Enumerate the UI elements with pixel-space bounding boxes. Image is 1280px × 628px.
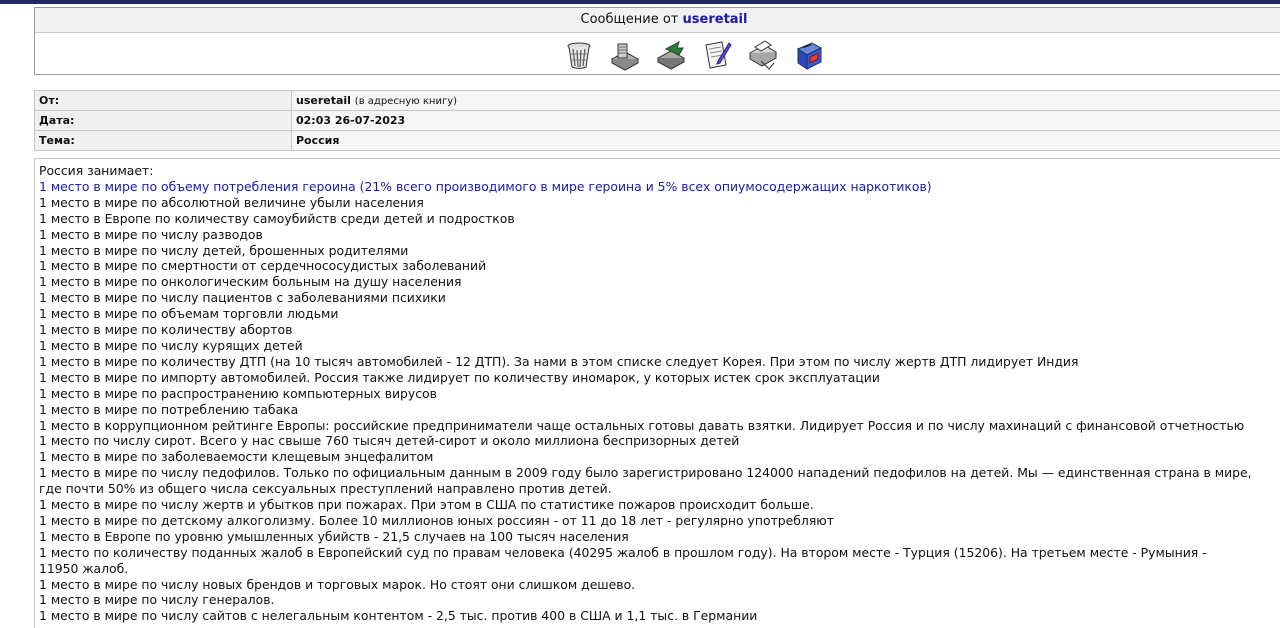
- delete-button[interactable]: [563, 38, 595, 72]
- save-button[interactable]: [793, 38, 825, 72]
- message-line: 1 место в мире по числу педофилов. Только по официальным данным в 2009 году было зарегистрировано 124000 нападений педофилов на детей. Мы — единственная страна в мире,: [39, 465, 1280, 481]
- title-prefix: Сообщение от: [581, 12, 679, 27]
- message-line: 1 место в мире по числу жертв и убытков при пожарах. При этом в США по статистике пожаров происходит больше.: [39, 497, 1280, 513]
- date-row: [35, 111, 1280, 131]
- message-line: 1 место в мире по количеству абортов: [39, 322, 1280, 338]
- message-body: [34, 158, 1280, 628]
- forward-button[interactable]: [655, 38, 687, 72]
- message-line: 1 место по числу сирот. Всего у нас свыше 760 тысяч детей-сирот и около миллиона беспризорных детей: [39, 433, 1280, 449]
- message-line: 1 место в мире по числу курящих детей: [39, 338, 1280, 354]
- sender-link[interactable]: useretail: [683, 12, 748, 27]
- message-text: [39, 163, 1280, 624]
- message-line: 1 место в мире по числу пациентов с заболеваниями психики: [39, 290, 1280, 306]
- message-line: 1 место в мире по заболеваемости клещевым энцефалитом: [39, 449, 1280, 465]
- print-icon: [747, 39, 779, 71]
- message-line: 1 место в мире по числу детей, брошенных родителями: [39, 243, 1280, 259]
- from-value: useretail: [296, 94, 351, 107]
- subject-value: Россия: [292, 131, 1280, 151]
- message-intro: Россия занимает:: [39, 163, 1280, 179]
- message-line: 1 место в мире по объемам торговли людьми: [39, 306, 1280, 322]
- message-line: 1 место в мире по детскому алкоголизму. Более 10 миллионов юных россиян - от 11 до 18 лет - регулярно употребляют: [39, 513, 1280, 529]
- edit-button[interactable]: [701, 38, 733, 72]
- message-line: 1 место в мире по потреблению табака: [39, 402, 1280, 418]
- date-label: Дата:: [35, 111, 292, 131]
- add-to-addressbook-link[interactable]: (в адресную книгу): [355, 96, 457, 107]
- message-line: 1 место по количеству поданных жалоб в Европейский суд по правам человека (40295 жалоб в прошлом году). На втором месте - Турция (15206). На третьем месте - Румыния -: [39, 545, 1280, 561]
- message-details: [34, 90, 1280, 151]
- message-line: 1 место в мире по смертности от сердечнососудистых заболеваний: [39, 258, 1280, 274]
- message-line: где почти 50% из общего числа сексуальных преступлений направлено против детей.: [39, 481, 1280, 497]
- message-line: 1 место в мире по абсолютной величине убыли населения: [39, 195, 1280, 211]
- message-line: 1 место в коррупционном рейтинге Европы: российские предприниматели чаще остальных готовы давать взятки. Лидирует Россия и по числу махинаций с финансовой отчетностью: [39, 418, 1280, 434]
- save-icon: [794, 39, 824, 71]
- message-title: [35, 8, 1280, 33]
- message-toolbar: [35, 33, 1280, 76]
- message-line: 1 место в Европе по количеству самоубийств среди детей и подростков: [39, 211, 1280, 227]
- reply-icon: [609, 39, 641, 71]
- message-line: 1 место в мире по числу сайтов с нелегальным контентом - 2,5 тыс. против 400 в США и 1,1 тыс. в Германии: [39, 608, 1280, 624]
- message-line: 1 место в мире по импорту автомобилей. Россия также лидирует по количеству иномарок, у которых истек срок эксплуатации: [39, 370, 1280, 386]
- message-line: 1 место в Европе по уровню умышленных убийств - 21,5 случаев на 100 тысяч населения: [39, 529, 1280, 545]
- reply-button[interactable]: [609, 38, 641, 72]
- top-bar: [0, 0, 1280, 4]
- print-button[interactable]: [747, 38, 779, 72]
- message-line: 1 место в мире по онкологическим больным на душу населения: [39, 274, 1280, 290]
- from-label: От:: [35, 91, 292, 111]
- date-value: 02:03 26-07-2023: [292, 111, 1280, 131]
- edit-icon: [702, 39, 732, 71]
- message-header: [34, 7, 1280, 75]
- subject-label: Тема:: [35, 131, 292, 151]
- from-value-cell: [292, 91, 1280, 111]
- message-line: 1 место в мире по количеству ДТП (на 10 тысяч автомобилей - 12 ДТП). За нами в этом списке следует Корея. При этом по числу жертв ДТП лидирует Индия: [39, 354, 1280, 370]
- from-row: [35, 91, 1280, 111]
- subject-row: [35, 131, 1280, 151]
- message-line: 1 место в мире по объему потребления героина (21% всего производимого в мире героина и 5% всех опиумосодержащих наркотиков): [39, 179, 1280, 195]
- message-line: 1 место в мире по числу разводов: [39, 227, 1280, 243]
- message-line: 1 место в мире по числу новых брендов и торговых марок. Но стоят они слишком дешево.: [39, 577, 1280, 593]
- trash-icon: [565, 40, 593, 70]
- message-line: 1 место в мире по числу генералов.: [39, 592, 1280, 608]
- forward-icon: [655, 39, 687, 71]
- message-line: 1 место в мире по распространению компьютерных вирусов: [39, 386, 1280, 402]
- message-line: 11950 жалоб.: [39, 561, 1280, 577]
